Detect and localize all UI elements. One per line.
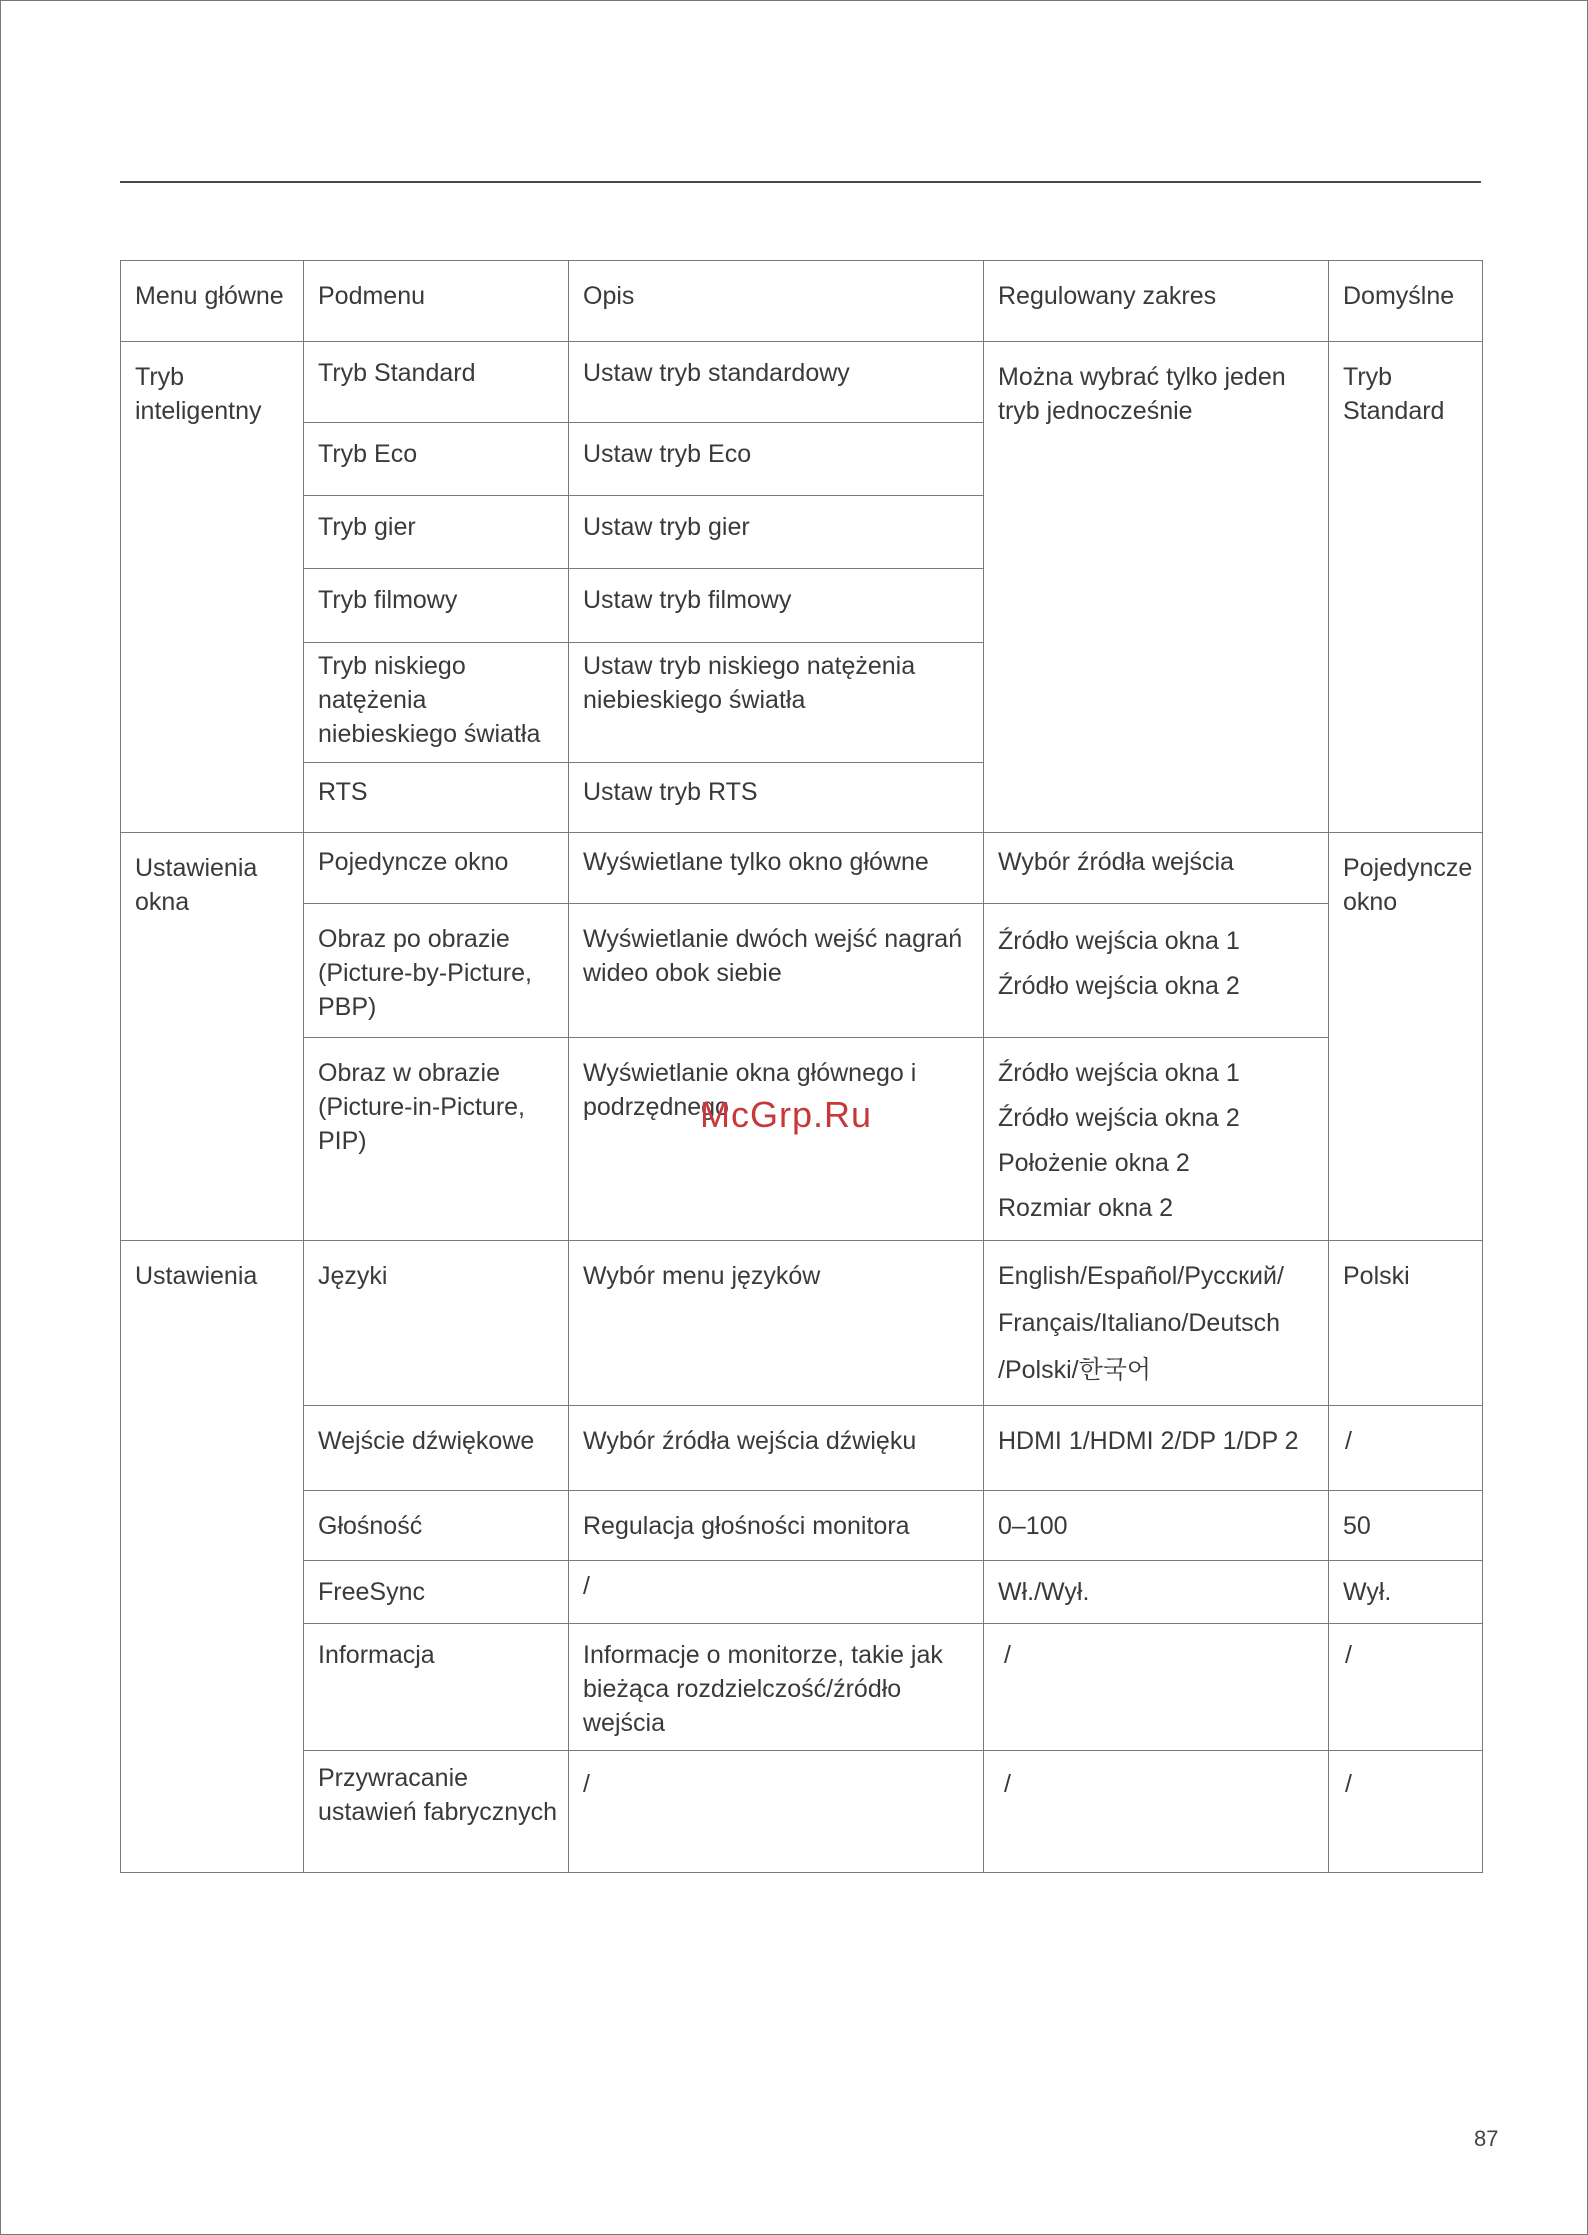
header-default: Domyślne: [1329, 261, 1483, 342]
table-row: [121, 1406, 1483, 1491]
table-row: [121, 904, 1483, 1038]
range-line: Źródło wejścia okna 2: [998, 1104, 1240, 1132]
default-cell: Wył.: [1329, 1561, 1483, 1624]
range-cell: [984, 833, 1329, 904]
description-cell: Ustaw tryb RTS: [569, 763, 984, 833]
page-number: 87: [1474, 2126, 1499, 2151]
range-line: /Polski/한국어: [998, 1356, 1152, 1384]
description-cell: Regulacja głośności monitora: [569, 1491, 984, 1561]
main-menu-cell: Ustawienia okna: [121, 833, 304, 1241]
description-cell: /: [569, 1561, 984, 1624]
description-cell: Ustaw tryb gier: [569, 496, 984, 569]
default-cell: Polski: [1329, 1241, 1483, 1406]
default-cell: Tryb Standard: [1329, 342, 1483, 833]
header-submenu: Podmenu: [304, 261, 569, 342]
range-cell: [984, 1038, 1329, 1241]
submenu-cell: Tryb Standard: [304, 342, 569, 423]
table-row: [121, 1751, 1483, 1873]
submenu-cell: Pojedyncze okno: [304, 833, 569, 904]
table-header-row: [121, 261, 1483, 342]
description-cell: Ustaw tryb niskiego natężenia niebieskiego światła: [569, 643, 984, 763]
header-main-menu: Menu główne: [121, 261, 304, 342]
submenu-cell: Informacja: [304, 1624, 569, 1751]
watermark: McGrp.Ru: [700, 1094, 873, 1135]
range-line: Położenie okna 2: [998, 1149, 1190, 1177]
description-cell: Ustaw tryb standardowy: [569, 342, 984, 423]
range-line: Wybór źródła wejścia: [998, 848, 1234, 876]
table-row: [121, 833, 1483, 904]
submenu-cell: Głośność: [304, 1491, 569, 1561]
main-menu-cell: Tryb inteligentny: [121, 342, 304, 833]
submenu-cell: RTS: [304, 763, 569, 833]
description-cell: Ustaw tryb Eco: [569, 423, 984, 496]
description-cell: Informacje o monitorze, takie jak bieżąca rozdzielczość/źródło wejścia: [569, 1624, 984, 1751]
description-cell: /: [569, 1751, 984, 1873]
header-description: Opis: [569, 261, 984, 342]
description-cell: Wyświetlane tylko okno główne: [569, 833, 984, 904]
range-cell: [984, 904, 1329, 1038]
submenu-cell: Obraz po obrazie (Picture-by-Picture, PBP): [304, 904, 569, 1038]
submenu-cell: Przywracanie ustawień fabrycznych: [304, 1751, 569, 1873]
range-line: Źródło wejścia okna 1: [998, 1059, 1240, 1087]
description-cell: Wybór menu języków: [569, 1241, 984, 1406]
range-cell: Wł./Wył.: [984, 1561, 1329, 1624]
range-line: Rozmiar okna 2: [998, 1194, 1174, 1222]
table-row: [121, 342, 1483, 423]
default-cell: /: [1329, 1751, 1483, 1873]
submenu-cell: Języki: [304, 1241, 569, 1406]
range-cell: /: [984, 1624, 1329, 1751]
submenu-cell: Obraz w obrazie (Picture-in-Picture, PIP): [304, 1038, 569, 1241]
header-rule: [120, 181, 1481, 183]
range-cell: [984, 1241, 1329, 1406]
default-cell: Pojedyncze okno: [1329, 833, 1483, 1241]
description-cell: Wybór źródła wejścia dźwięku: [569, 1406, 984, 1491]
table-row: [121, 1624, 1483, 1751]
range-line: Français/Italiano/Deutsch: [998, 1309, 1281, 1337]
range-line: Źródło wejścia okna 2: [998, 972, 1240, 1000]
default-cell: /: [1329, 1624, 1483, 1751]
table-row: [121, 1491, 1483, 1561]
range-line: English/Español/Русский/: [998, 1262, 1284, 1290]
range-line: Źródło wejścia okna 1: [998, 927, 1240, 955]
range-cell: HDMI 1/HDMI 2/DP 1/DP 2: [984, 1406, 1329, 1491]
submenu-cell: Wejście dźwiękowe: [304, 1406, 569, 1491]
table-row: [121, 1561, 1483, 1624]
table-row: [121, 1038, 1483, 1241]
range-cell: 0–100: [984, 1491, 1329, 1561]
submenu-cell: Tryb gier: [304, 496, 569, 569]
range-cell: Można wybrać tylko jeden tryb jednocześnie: [984, 342, 1329, 833]
submenu-cell: FreeSync: [304, 1561, 569, 1624]
description-cell: Wyświetlanie okna głównego i podrzędnego: [569, 1038, 984, 1241]
submenu-cell: Tryb filmowy: [304, 569, 569, 643]
description-cell: Ustaw tryb filmowy: [569, 569, 984, 643]
default-cell: /: [1329, 1406, 1483, 1491]
default-cell: 50: [1329, 1491, 1483, 1561]
description-cell: Wyświetlanie dwóch wejść nagrań wideo obok siebie: [569, 904, 984, 1038]
submenu-cell: Tryb Eco: [304, 423, 569, 496]
main-menu-cell: Ustawienia: [121, 1241, 304, 1873]
submenu-cell: Tryb niskiego natężenia niebieskiego światła: [304, 643, 569, 763]
table-row: [121, 1241, 1483, 1406]
range-cell: /: [984, 1751, 1329, 1873]
settings-table: [120, 260, 1483, 1873]
header-range: Regulowany zakres: [984, 261, 1329, 342]
